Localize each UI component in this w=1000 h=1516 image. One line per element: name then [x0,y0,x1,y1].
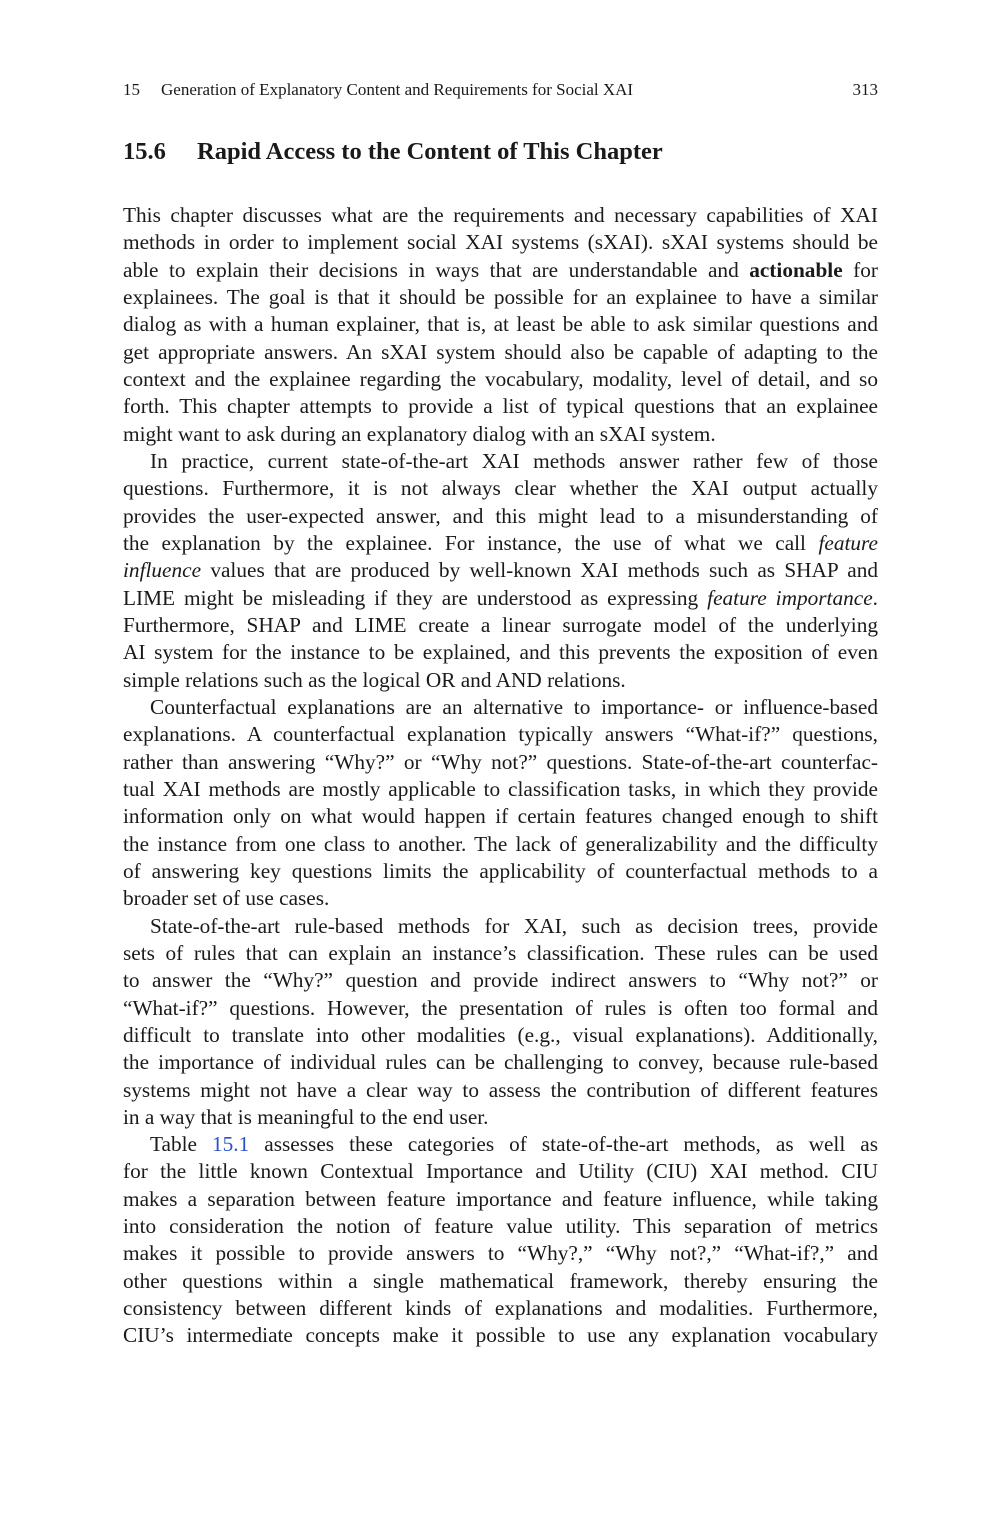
text-line: get appropriate answers. An sXAI system should also be capable of adapting to the [123,339,878,364]
italic-text: feature importance [707,585,873,610]
text-line: methods in order to implement social XAI systems (sXAI). sXAI systems should be [123,230,878,255]
text-line: State-of-the-art rule-based methods for XAI, such as decision trees, provide [150,913,878,938]
text-line: sets of rules that can explain an instance’s classification. These rules can be used [123,940,878,965]
text-line: rather than answering “Why?” or “Why not?” questions. State-of-the-art counterfac- [123,749,878,774]
text-line [123,557,878,584]
text-line: into consideration the notion of feature value utility. This separation of metrics [123,1214,878,1239]
section-number: 15.6 [123,138,166,165]
text-line: This chapter discusses what are the requirements and necessary capabilities of XAI [123,203,878,227]
paragraph [123,694,878,913]
text-line: questions. Furthermore, it is not always clear whether the XAI output actually [123,476,878,501]
paragraph [123,913,878,1132]
chapter-number: 15 [123,80,140,99]
page-number: 313 [852,80,878,99]
text-segment: assesses these categories of state-of-the-art methods, as well as [249,1132,878,1157]
text-segment: Table [150,1132,212,1157]
text-line: systems might not have a clear way to assess the contribution of different features [123,1077,878,1102]
text-line: in a way that is meaningful to the end user. [123,1104,489,1129]
text-line: makes a separation between feature importance and feature influence, while taking [123,1186,878,1211]
body-text [123,202,878,1350]
text-line: to answer the “Why?” question and provide indirect answers to “Why not?” or [123,968,878,993]
text-segment: values that are produced by well-known XAI methods such as SHAP and [201,558,878,583]
text-line: the importance of individual rules can be challenging to convey, because rule-based [123,1050,878,1075]
chapter-title: Generation of Explanatory Content and Requirements for Social XAI [161,80,634,99]
text-line: might want to ask during an explanatory dialog with an sXAI system. [123,421,716,446]
text-line: explainees. The goal is that it should be possible for an explainee to have a similar [123,284,878,309]
bold-text: actionable [749,257,843,282]
text-segment: for [842,257,878,282]
text-line: Counterfactual explanations are an alternative to importance- or influence-based [150,694,878,719]
text-line [123,257,878,284]
section-title: Rapid Access to the Content of This Chapter [197,138,663,165]
text-line: forth. This chapter attempts to provide a list of typical questions that an explainee [123,394,878,419]
table-reference-link[interactable]: 15.1 [212,1132,250,1157]
text-line: Furthermore, SHAP and LIME create a linear surrogate model of the underlying [123,612,878,637]
text-line: simple relations such as the logical OR and AND relations. [123,667,626,692]
italic-text: influence [123,558,202,583]
text-line [123,1131,878,1158]
text-line: information only on what would happen if certain features changed enough to shift [123,804,878,829]
text-line: explanations. A counterfactual explanation typically answers “What-if?” questions, [123,722,878,747]
text-line: consistency between different kinds of explanations and modalities. Furthermore, [123,1296,878,1321]
text-line: broader set of use cases. [123,886,330,911]
text-line: difficult to translate into other modalities (e.g., visual explanations). Additionally, [123,1022,878,1047]
text-line: “What-if?” questions. However, the presentation of rules is often too formal and [123,995,878,1020]
text-segment: the explanation by the explainee. For instance, the use of what we call [123,530,819,555]
text-line: makes it possible to provide answers to “Why?,” “Why not?,” “What-if?,” and [123,1241,878,1266]
text-line: CIU’s intermediate concepts make it possible to use any explanation vocabulary [123,1323,878,1348]
text-segment: LIME might be misleading if they are understood as expressing [123,585,708,610]
text-line: In practice, current state-of-the-art XAI methods answer rather few of those [150,448,878,473]
running-header [123,79,878,101]
section-heading [123,137,663,167]
italic-text: feature [818,530,878,555]
text-line: of answering key questions limits the applicability of counterfactual methods to a [123,858,878,883]
text-line [123,530,878,557]
text-line: provides the user-expected answer, and this might lead to a misunderstanding of [123,503,878,528]
text-line: for the little known Contextual Importance and Utility (CIU) XAI method. CIU [123,1159,878,1184]
text-line [123,585,878,612]
paragraph [123,1131,878,1350]
text-line: AI system for the instance to be explained, and this prevents the exposition of even [123,640,878,665]
text-line: other questions within a single mathematical framework, thereby ensuring the [123,1268,878,1293]
text-line: context and the explainee regarding the vocabulary, modality, level of detail, and so [123,366,878,391]
text-segment: able to explain their decisions in ways that are understandable and [123,257,750,282]
paragraph [123,202,878,448]
text-line: dialog as with a human explainer, that is, at least be able to ask similar questions and [123,312,878,337]
text-line: the instance from one class to another. The lack of generalizability and the difficulty [123,831,878,856]
text-line: tual XAI methods are mostly applicable to classification tasks, in which they provide [123,776,878,801]
text-segment: . [872,585,878,610]
paragraph [123,448,878,694]
